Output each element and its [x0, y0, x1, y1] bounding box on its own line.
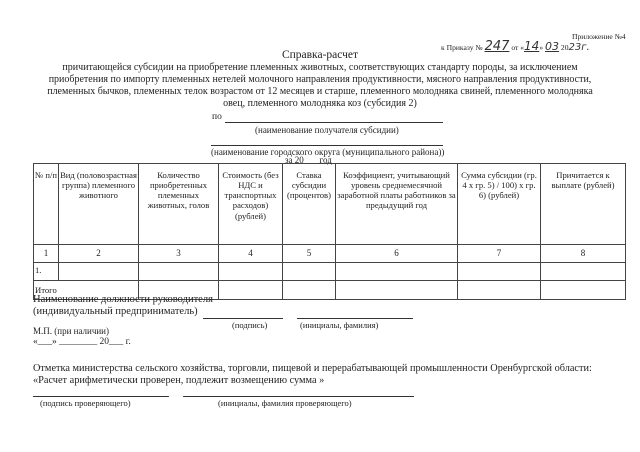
- table-header-row: [34, 164, 626, 245]
- inspector-name-line: [183, 396, 414, 397]
- stamp-label: М.П. (при наличии): [33, 326, 109, 336]
- table-cell: [283, 281, 336, 300]
- header-cell: Коэффициент, учитывающий уровень среднемесячной заработной платы работников за предыдущий год: [336, 164, 458, 245]
- purpose-line-3: племенных бычков, племенных телок возрастом от 12 месяцев и старше, племенного молодняка свиней, племенного молодняка: [47, 86, 593, 97]
- table-cell: [139, 263, 219, 281]
- column-number: 4: [219, 245, 283, 263]
- district-line: [211, 145, 443, 146]
- header-cell: Ставка субсидии (процентов): [283, 164, 336, 245]
- table-cell: [219, 263, 283, 281]
- table-cell: [541, 281, 626, 300]
- inspector-name-caption: (инициалы, фамилия проверяющего): [218, 398, 352, 408]
- table-row: [34, 263, 626, 281]
- order-year-prefix: 20: [560, 43, 569, 52]
- order-prefix: к Приказу №: [441, 43, 483, 52]
- table-cell: [458, 263, 541, 281]
- name-line: [297, 318, 413, 319]
- date-line: «___» ________ 20___ г.: [33, 337, 131, 347]
- purpose-line-2: приобретения по импорту племенных нетелей молочного направления продуктивности, мясного направления продуктивности,: [48, 74, 592, 85]
- table-cell: [283, 263, 336, 281]
- column-number-row: [34, 245, 626, 263]
- order-month: 03: [545, 40, 560, 53]
- row-number: 1.: [34, 263, 59, 281]
- total-label: Итого: [34, 281, 139, 300]
- ministry-line-1: Отметка министерства сельского хозяйства, торговли, пищевой и перерабатывающей промышленности Оренбургской области:: [33, 363, 592, 374]
- inspector-signature-caption: (подпись проверяющего): [40, 398, 131, 408]
- order-year: 23г.: [568, 42, 590, 53]
- signature-line: [203, 318, 283, 319]
- column-number: 3: [139, 245, 219, 263]
- header-cell: Причитается к выплате (рублей): [541, 164, 626, 245]
- inspector-signature-line: [33, 396, 169, 397]
- table-cell: [336, 281, 458, 300]
- position-line-2: (индивидуальный предприниматель): [33, 306, 198, 317]
- order-mid: »: [539, 43, 544, 52]
- column-number: 8: [541, 245, 626, 263]
- district-caption: (наименование городского округа (муниципального района)): [211, 147, 445, 157]
- column-number: 2: [59, 245, 139, 263]
- order-number: 247: [484, 39, 510, 54]
- column-number: 5: [283, 245, 336, 263]
- recipient-line: [225, 122, 443, 123]
- signature-caption: (подпись): [232, 320, 268, 330]
- position-line-1: Наименование должности руководителя: [33, 294, 213, 305]
- order-from: от «: [511, 43, 525, 52]
- recipient-prefix: по: [212, 112, 222, 122]
- table-cell: [219, 281, 283, 300]
- purpose-line-4: овец, племенного молодняка коз (субсидия 2): [223, 98, 417, 109]
- header-cell: Количество приобретенных племенных животных, голов: [139, 164, 219, 245]
- appendix-label: Приложение №4: [572, 32, 626, 41]
- column-number: 1: [34, 245, 59, 263]
- table-cell: [458, 281, 541, 300]
- column-number: 7: [458, 245, 541, 263]
- table-cell: [541, 263, 626, 281]
- header-cell: № п/п: [34, 164, 59, 245]
- header-cell: Стоимость (без НДС и транспортных расходов) (рублей): [219, 164, 283, 245]
- purpose-line-1: причитающейся субсидии на приобретение племенных животных, соответствующих стандарту породы, за исключением: [62, 62, 578, 73]
- table-cell: [336, 263, 458, 281]
- recipient-caption: (наименование получателя субсидии): [255, 125, 399, 135]
- year-line: за 20___ год: [285, 155, 332, 165]
- column-number: 6: [336, 245, 458, 263]
- document-title: Справка-расчет: [281, 49, 359, 61]
- header-cell: Вид (половозрастная группа) племенного животного: [59, 164, 139, 245]
- header-cell: Сумма субсидии (гр. 4 х гр. 5) / 100) х гр. 6) (рублей): [458, 164, 541, 245]
- name-caption: (инициалы, фамилия): [300, 320, 379, 330]
- order-day: 14: [524, 39, 540, 53]
- ministry-line-2: «Расчет арифметически проверен, подлежит возмещению сумма »: [33, 375, 325, 386]
- subsidy-table: [33, 163, 626, 300]
- table-cell: [59, 263, 139, 281]
